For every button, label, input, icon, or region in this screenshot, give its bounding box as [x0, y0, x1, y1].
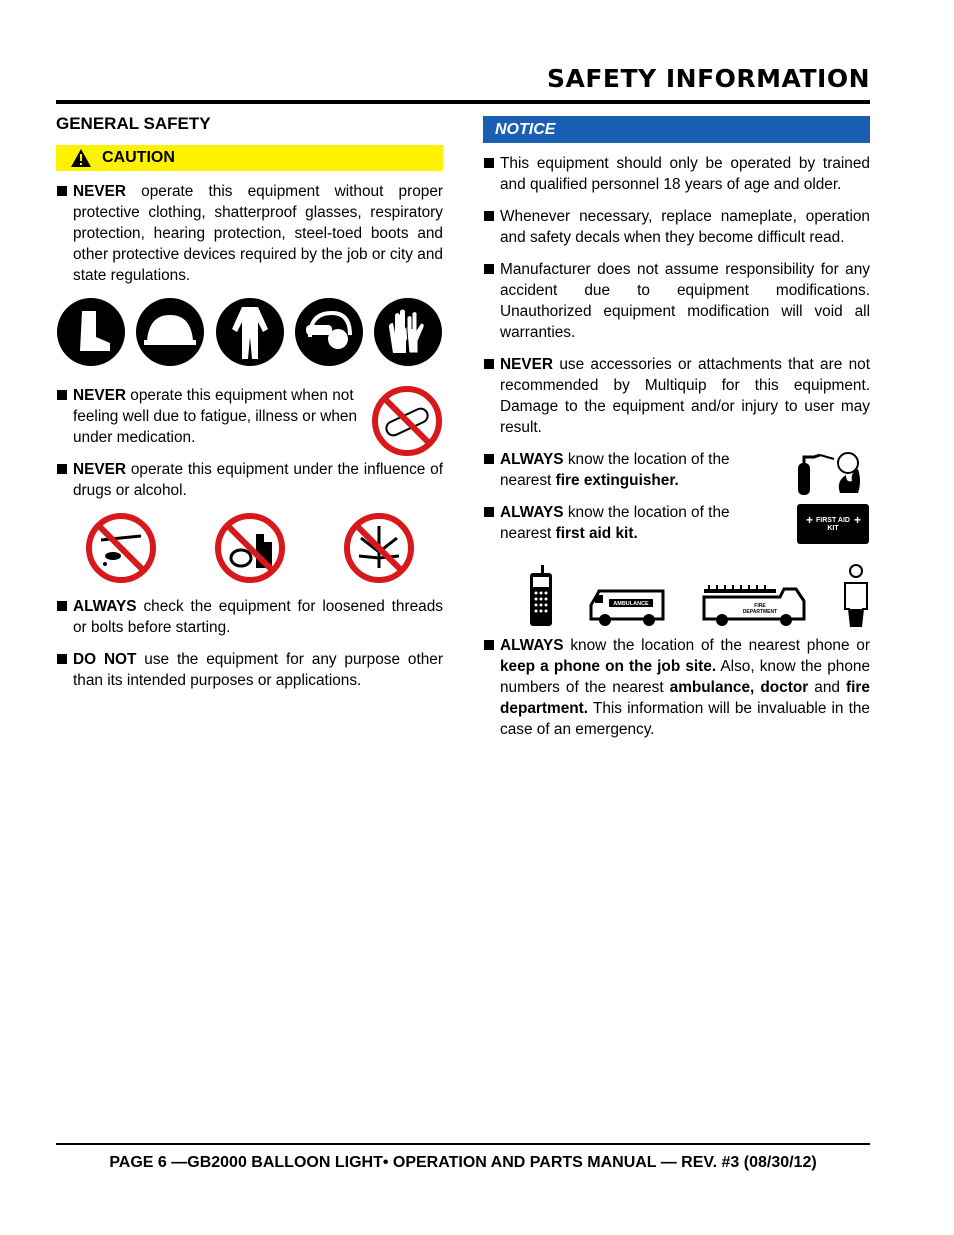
list-item	[483, 449, 782, 491]
first-aid-kit-icon	[796, 502, 870, 546]
list-item	[56, 596, 443, 638]
bullet-square-icon	[57, 654, 67, 664]
fire-dept-label: FIRE	[753, 603, 766, 609]
safety-boot-icon	[56, 297, 126, 367]
item-text: operate this equipment when not feeling well due to fatigue, illness or when under medication.	[73, 387, 358, 446]
item-text: and	[808, 679, 847, 696]
lead-word: NEVER	[73, 183, 127, 200]
notice-label: NOTICE	[495, 121, 556, 138]
item-bold: keep a phone on the job site.	[500, 658, 717, 675]
title-rule	[56, 100, 870, 104]
bullet-square-icon	[57, 464, 67, 474]
doctor-icon	[842, 563, 870, 627]
no-alcohol-icon	[214, 512, 286, 584]
no-drugs-icon	[85, 512, 157, 584]
item-text: use the equipment for any purpose other than its intended purposes or applications.	[73, 651, 443, 689]
item-text: operate this equipment without proper protective clothing, shatterproof glasses, respiratory protection, hearing protection, steel-toed boots and other protective devices required by the job or city and state regulations.	[73, 183, 443, 284]
fire-extinguisher-icon	[794, 449, 870, 497]
notice-banner	[483, 116, 870, 143]
lead-word: DO NOT	[73, 651, 137, 668]
list-item	[56, 181, 443, 286]
list-item	[483, 153, 870, 195]
item-bold: ambulance, doctor	[669, 679, 809, 696]
first-aid-label-kit: KIT	[827, 525, 839, 532]
bullet-square-icon	[484, 359, 494, 369]
item-text: check the equipment for loosened threads or bolts before starting.	[73, 598, 443, 636]
item-text: Manufacturer does not assume responsibility for any accident due to equipment modifications. Unauthorized equipment modification will void all warranties.	[500, 261, 870, 341]
item-bold-end: fire extinguisher.	[555, 472, 679, 489]
bullet-square-icon	[484, 264, 494, 274]
lead-word: ALWAYS	[500, 451, 564, 468]
bullet-square-icon	[57, 390, 67, 400]
list-item	[483, 206, 870, 248]
svg-text:+: +	[854, 513, 862, 527]
footer-rule	[56, 1143, 870, 1145]
list-item	[56, 385, 359, 448]
item-text: operate this equipment under the influence of drugs or alcohol.	[73, 461, 443, 499]
bullet-square-icon	[484, 640, 494, 650]
ppe-icons	[56, 297, 443, 367]
cell-phone-icon	[529, 565, 553, 627]
lead-word: NEVER	[73, 461, 127, 478]
prohibition-icons	[56, 512, 443, 584]
bullet-square-icon	[484, 507, 494, 517]
list-item	[483, 502, 784, 544]
svg-text:+: +	[806, 513, 814, 527]
left-column	[56, 112, 443, 702]
item-text: This equipment should only be operated by trained and qualified personnel 18 years of age and older.	[500, 155, 870, 193]
right-column	[483, 112, 870, 751]
item-text: know the location of the nearest	[500, 451, 730, 489]
goggles-earmuffs-icon	[294, 297, 364, 367]
no-medication-icon	[371, 385, 443, 457]
bullet-square-icon	[484, 158, 494, 168]
bullet-square-icon	[484, 454, 494, 464]
section-title: GENERAL SAFETY	[56, 114, 211, 133]
item-bold-end: first aid kit.	[555, 525, 638, 542]
lead-word: ALWAYS	[500, 637, 564, 654]
page-footer: PAGE 6 —GB2000 BALLOON LIGHT• OPERATION AND PARTS MANUAL — REV. #3 (08/30/12)	[109, 1154, 817, 1171]
item-text: This information will be invaluable in the case of an emergency.	[500, 700, 870, 738]
gloves-icon	[373, 297, 443, 367]
warning-triangle-icon	[70, 148, 92, 168]
coveralls-icon	[215, 297, 285, 367]
item-bold: fire department.	[500, 679, 870, 717]
emergency-icons	[529, 563, 870, 627]
bullet-square-icon	[57, 601, 67, 611]
list-item	[483, 635, 870, 740]
list-item	[56, 459, 443, 501]
bullet-square-icon	[57, 186, 67, 196]
item-text: know the location of the nearest phone or	[563, 637, 870, 654]
lead-word: ALWAYS	[500, 504, 564, 521]
list-item	[483, 259, 870, 343]
item-text: Whenever necessary, replace nameplate, operation and safety decals when they become difficult read.	[500, 208, 870, 246]
item-text: know the location of the nearest	[500, 504, 730, 542]
lead-word: NEVER	[73, 387, 127, 404]
caution-label: CAUTION	[102, 149, 175, 166]
bullet-square-icon	[484, 211, 494, 221]
caution-banner	[56, 145, 443, 171]
first-aid-row	[483, 502, 870, 555]
item-text: use accessories or attachments that are not recommended by Multiquip for this equipment. Damage to the equipment and/or injury to user may result.	[500, 356, 870, 436]
lead-word: NEVER	[500, 356, 554, 373]
fire-truck-icon	[702, 585, 806, 627]
ambulance-icon	[589, 587, 665, 627]
illness-row	[56, 385, 443, 459]
fire-extinguisher-row	[483, 449, 870, 502]
ambulance-label: AMBULANCE	[613, 601, 650, 607]
list-item	[483, 354, 870, 438]
item-text: Also, know the phone numbers of the nearest	[500, 658, 871, 696]
lead-word: ALWAYS	[73, 598, 137, 615]
page-title: SAFETY INFORMATION	[547, 64, 870, 93]
fire-dept-label-2: DEPARTMENT	[742, 609, 777, 615]
no-marijuana-icon	[343, 512, 415, 584]
first-aid-label: FIRST AID	[816, 517, 850, 524]
hard-hat-icon	[135, 297, 205, 367]
list-item	[56, 649, 443, 691]
